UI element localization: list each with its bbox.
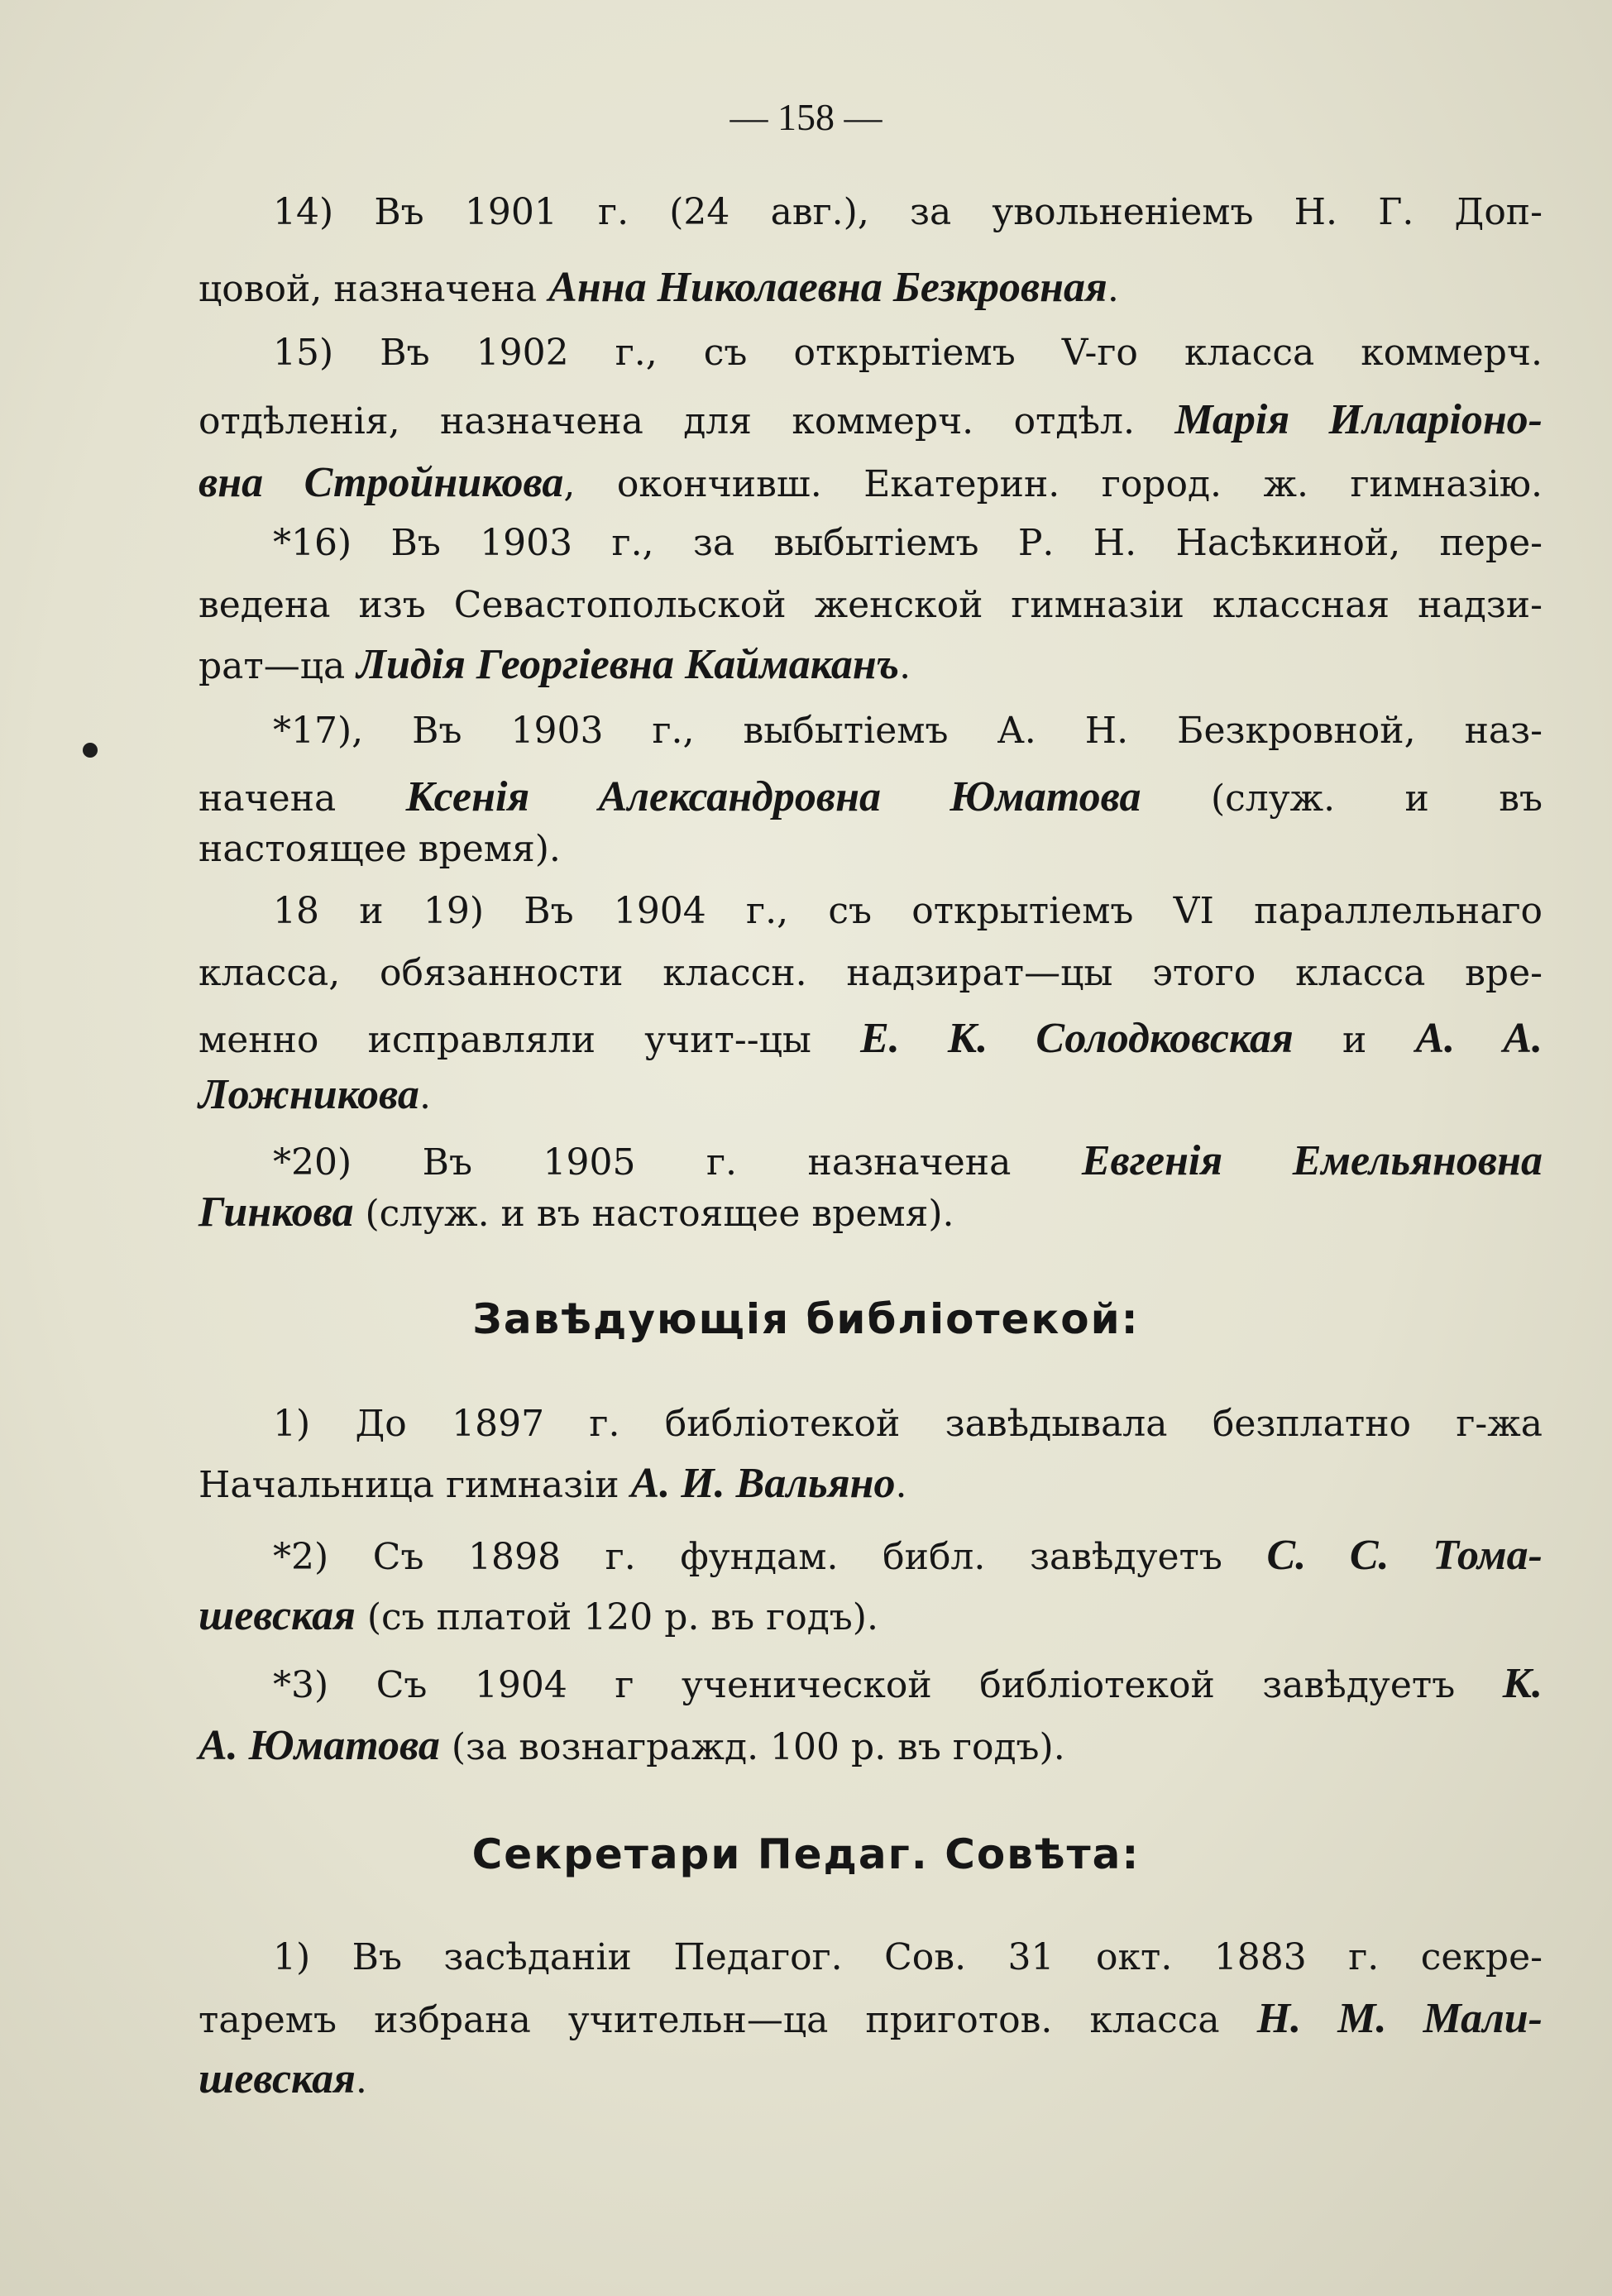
- page-number: — 158 —: [729, 96, 883, 138]
- entry-16-line-1: *16) Въ 1903 г., за выбытіемъ Р. Н. Насѣкиной, пере-: [273, 522, 1543, 564]
- entry-18-19-line-2: класса, обязанности классн. надзират—цы этого класса вре-: [199, 952, 1543, 994]
- entry-14-line-1: 14) Въ 1901 г. (24 авг.), за увольненіемъ Н. Г. Доп-: [273, 191, 1543, 233]
- entry-17-line-2: начена Ксенія Александровна Юматова (служ. и въ: [199, 773, 1543, 820]
- entry-18-19-line-3: менно исправляли учит--цы Е. К. Солодковская и А. А.: [199, 1015, 1543, 1062]
- entry-15-line-3: вна Стройникова, окончивш. Екатерин. город. ж. гимназію.: [199, 459, 1543, 506]
- person-name: К.: [1502, 1660, 1543, 1707]
- person-name: А. Юматова: [199, 1722, 440, 1769]
- entry-16-line-2: ведена изъ Севастопольской женской гимназіи классная надзи-: [199, 584, 1543, 626]
- person-name: шевская: [199, 2055, 356, 2102]
- entry-16-line-3: рат—ца Лидія Георгіевна Каймаканъ.: [199, 641, 911, 688]
- library-entry-2-line-2: шевская (съ платой 120 р. въ годъ).: [199, 1592, 878, 1639]
- person-name: Ксенія Александровна Юматова: [405, 773, 1141, 820]
- person-name: Евгенія Емельяновна: [1081, 1137, 1543, 1184]
- person-name: вна Стройникова: [199, 459, 564, 506]
- entry-15-line-2: отдѣленія, назначена для коммерч. отдѣл. Марія Илларіоно-: [199, 396, 1543, 443]
- secretary-entry-1-line-1: 1) Въ засѣданіи Педагог. Сов. 31 окт. 1883 г. секре-: [273, 1936, 1543, 1978]
- library-entry-1-line-2: Начальница гимназіи А. И. Вальяно.: [199, 1460, 907, 1507]
- entry-20-line-2: Гинкова (служ. и въ настоящее время).: [199, 1189, 954, 1236]
- section-heading-library: Завѣдующія библіотекой:: [472, 1295, 1140, 1343]
- entry-14-line-2: цовой, назначена Анна Николаевна Безкровная.: [199, 264, 1119, 311]
- person-name: шевская: [199, 1592, 356, 1639]
- person-name: Марія Илларіоно-: [1174, 396, 1543, 443]
- entry-17-line-3: настоящее время).: [199, 828, 561, 870]
- person-name: Лидія Георгіевна Каймаканъ: [356, 641, 900, 688]
- library-entry-1-line-1: 1) До 1897 г. библіотекой завѣдывала безплатно г-жа: [273, 1403, 1543, 1445]
- person-name: Ложникова: [199, 1071, 419, 1118]
- library-entry-2-line-1: *2) Съ 1898 г. фундам. библ. завѣдуетъ С. С. Тома-: [273, 1532, 1543, 1579]
- person-name: Анна Николаевна Безкровная: [548, 264, 1107, 311]
- person-name: С. С. Тома-: [1266, 1532, 1543, 1579]
- person-name: Гинкова: [199, 1189, 354, 1236]
- library-entry-3-line-2: А. Юматова (за вознагражд. 100 р. въ годъ).: [199, 1722, 1065, 1769]
- entry-15-line-1: 15) Въ 1902 г., съ открытіемъ V-го класса коммерч.: [273, 332, 1543, 374]
- person-name: Е. К. Солодковская: [860, 1015, 1294, 1062]
- entry-20-line-1: *20) Въ 1905 г. назначена Евгенія Емельяновна: [273, 1137, 1543, 1184]
- entry-18-19-line-1: 18 и 19) Въ 1904 г., съ открытіемъ VI параллельнаго: [273, 890, 1543, 932]
- person-name: А. А.: [1415, 1015, 1543, 1062]
- library-entry-3-line-1: *3) Съ 1904 г ученической библіотекой завѣдуетъ К.: [273, 1660, 1543, 1707]
- secretary-entry-1-line-3: шевская.: [199, 2055, 367, 2102]
- section-heading-secretaries: Секретари Педаг. Совѣта:: [471, 1830, 1141, 1878]
- entry-18-19-line-4: Ложникова.: [199, 1071, 431, 1118]
- ink-dot-mark: [83, 743, 98, 758]
- entry-17-line-1: *17), Въ 1903 г., выбытіемъ А. Н. Безкровной, наз-: [273, 710, 1543, 752]
- person-name: Н. М. Мали-: [1256, 1995, 1543, 2042]
- secretary-entry-1-line-2: таремъ избрана учительн—ца приготов. класса Н. М. Мали-: [199, 1995, 1543, 2042]
- person-name: А. И. Вальяно: [630, 1460, 896, 1507]
